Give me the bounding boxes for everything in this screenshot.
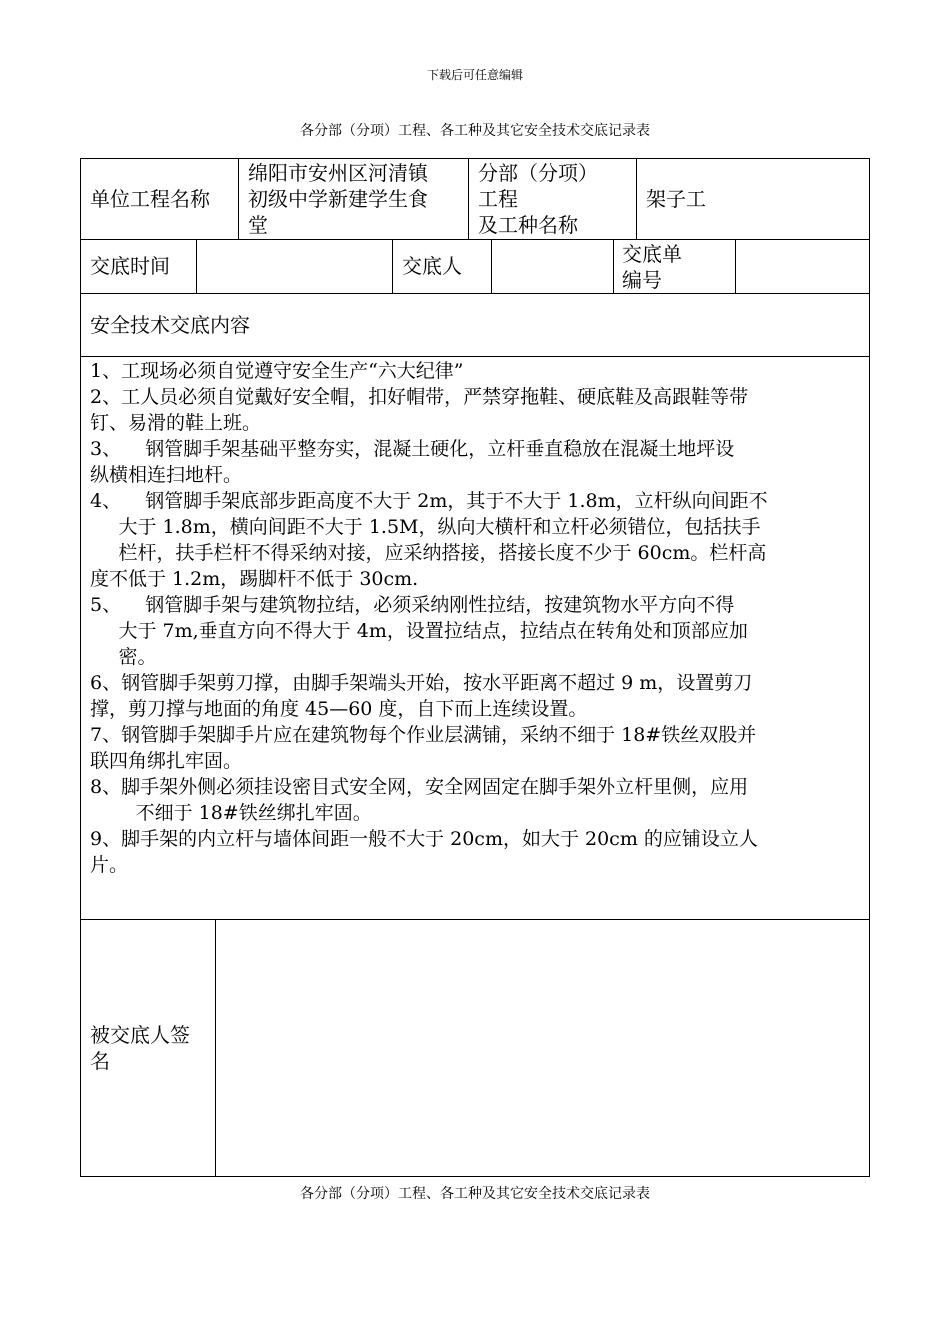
row-divider (80, 293, 870, 294)
content-line: 4、 钢管脚手架底部步距高度不大于 2m，其于不大于 1.8m，立杆纵向间距不 (90, 490, 768, 512)
content-line: 钉、易滑的鞋上班。 (90, 412, 262, 434)
col-divider (735, 239, 736, 293)
handover-number-label-line: 交底单 (622, 242, 682, 266)
content-line: 1、工现场必须自觉遵守安全生产“六大纪律” (90, 360, 464, 382)
handover-person-label: 交底人 (402, 254, 462, 278)
col-divider (468, 158, 469, 239)
trade-name-value[interactable]: 架子工 (646, 187, 706, 211)
col-divider (196, 239, 197, 293)
content-line: 联四角绑扎牢固。 (90, 750, 243, 772)
sub-project-label (478, 160, 598, 238)
section-label: 安全技术交底内容 (90, 313, 250, 337)
content-line: 9、脚手架的内立杆与墙体间距一般不大于 20cm，如大于 20cm 的应铺设立人 (90, 828, 758, 850)
col-divider (215, 919, 216, 1177)
content-line: 密。 (118, 646, 157, 668)
col-divider (636, 158, 637, 239)
col-divider (238, 158, 239, 239)
row-divider (80, 356, 870, 357)
col-divider (491, 239, 492, 293)
signature-label (90, 1022, 190, 1074)
content-line: 撑，剪刀撑与地面的角度 45—60 度，自下而上连续设置。 (90, 698, 588, 720)
content-line: 栏杆，扶手栏杆不得采纳对接，应采纳搭接，搭接长度不少于 60cm。栏杆高 (118, 542, 767, 564)
download-note: 下载后可任意编辑 (426, 68, 523, 82)
row-divider (80, 239, 870, 240)
footer-title: 各分部（分项）工程、各工种及其它安全技术交底记录表 (300, 1186, 650, 1202)
content-line: 片。 (90, 854, 129, 876)
page-title: 各分部（分项）工程、各工种及其它安全技术交底记录表 (300, 123, 650, 139)
content-line: 不细于 18#铁丝绑扎牢固。 (135, 802, 372, 824)
unit-project-name-label: 单位工程名称 (90, 187, 210, 211)
unit-project-name-value[interactable] (248, 160, 428, 238)
sub-project-label-line: 分部（分项） (478, 161, 598, 185)
row-divider (80, 919, 870, 920)
content-line: 大于 7m,垂直方向不得大于 4m，设置拉结点，拉结点在转角处和顶部应加 (118, 620, 748, 642)
sub-project-label-line: 工程 (478, 187, 518, 211)
handover-number-label-line: 编号 (622, 268, 662, 292)
safety-content (90, 358, 865, 878)
signature-label-line: 被交底人签 (90, 1023, 190, 1047)
unit-project-name-line: 堂 (248, 213, 268, 237)
content-line: 8、脚手架外侧必须挂设密目式安全网，安全网固定在脚手架外立杆里侧，应用 (90, 776, 749, 798)
content-line: 7、钢管脚手架脚手片应在建筑物每个作业层满铺，采纳不细于 18#铁丝双股并 (90, 724, 757, 746)
content-line: 3、 钢管脚手架基础平整夯实，混凝土硬化，立杆垂直稳放在混凝土地坪设 (90, 438, 735, 460)
unit-project-name-line: 绵阳市安州区河清镇 (248, 161, 428, 185)
content-line: 6、钢管脚手架剪刀撑，由脚手架端头开始，按水平距离不超过 9 m，设置剪刀 (90, 672, 753, 694)
content-line: 大于 1.8m，横向间距不大于 1.5M，纵向大横杆和立杆必须错位，包括扶手 (118, 516, 761, 538)
content-line: 纵横相连扫地杆。 (90, 464, 243, 486)
handover-time-label: 交底时间 (90, 254, 170, 278)
content-line: 2、工人员必须自觉戴好安全帽，扣好帽带，严禁穿拖鞋、硬底鞋及高跟鞋等带 (90, 386, 749, 408)
content-line: 度不低于 1.2m，踢脚杆不低于 30cm. (90, 568, 419, 590)
handover-number-label (622, 241, 682, 293)
col-divider (392, 239, 393, 293)
sub-project-label-line: 及工种名称 (478, 213, 578, 237)
col-divider (613, 239, 614, 293)
signature-area[interactable] (225, 930, 860, 1166)
unit-project-name-line: 初级中学新建学生食 (248, 187, 428, 211)
content-line: 5、 钢管脚手架与建筑物拉结，必须采纳刚性拉结，按建筑物水平方向不得 (90, 594, 735, 616)
signature-label-line: 名 (90, 1049, 110, 1073)
